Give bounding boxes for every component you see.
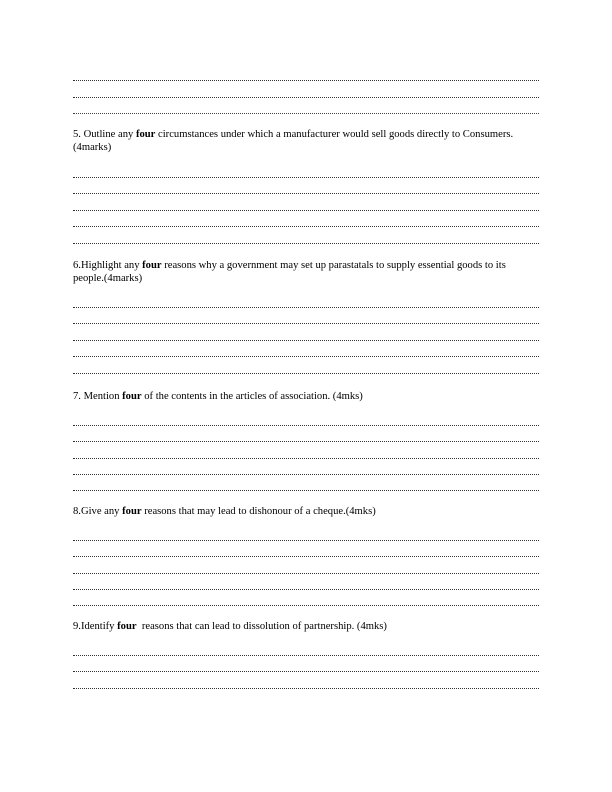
- answer-line: [73, 373, 539, 374]
- answer-line: [73, 210, 539, 211]
- question-emphasis: four: [142, 260, 162, 271]
- answer-line: [73, 688, 539, 689]
- question-emphasis: four: [117, 621, 137, 632]
- answer-line: [73, 573, 539, 574]
- answer-line: [73, 671, 539, 672]
- answer-line: [73, 589, 539, 590]
- answer-line: [73, 458, 539, 459]
- answer-line: [73, 97, 539, 98]
- answer-line: [73, 556, 539, 557]
- answer-line: [73, 113, 539, 114]
- question-6: [73, 259, 521, 285]
- question-emphasis: four: [122, 506, 142, 517]
- answer-line: [73, 226, 539, 227]
- question-emphasis: four: [135, 129, 156, 140]
- question-text-prefix: 6.Highlight any: [73, 260, 143, 271]
- question-7: [73, 390, 543, 403]
- answer-line: [73, 356, 539, 357]
- question-text-suffix: of the contents in the articles of association. (4mks): [141, 391, 363, 402]
- question-8: [73, 505, 543, 518]
- question-9: [73, 620, 543, 633]
- answer-line: [73, 490, 539, 491]
- question-text-prefix: 9.Identify: [73, 621, 118, 632]
- answer-line: [73, 474, 539, 475]
- answer-line: [73, 540, 539, 541]
- question-text-suffix: reasons that can lead to dissolution of partnership. (4mks): [136, 621, 387, 632]
- question-text-prefix: 7. Mention: [73, 391, 123, 402]
- answer-line: [73, 655, 539, 656]
- question-text-suffix: circumstances under which a manufacturer would sell goods directly to Consumers.(4marks): [73, 129, 514, 153]
- question-text-suffix: reasons that may lead to dishonour of a cheque.(4mks): [141, 506, 376, 517]
- question-text-prefix: 5. Outline any: [73, 129, 136, 140]
- question-text-prefix: 8.Give any: [73, 506, 123, 517]
- answer-line: [73, 80, 539, 81]
- answer-line: [73, 605, 539, 606]
- question-text-suffix: reasons why a government may set up parastatals to supply essential goods to its people.(4marks): [73, 260, 506, 284]
- answer-line: [73, 177, 539, 178]
- answer-line: [73, 323, 539, 324]
- answer-line: [73, 340, 539, 341]
- answer-line: [73, 243, 539, 244]
- question-5: [73, 128, 523, 154]
- answer-line: [73, 441, 539, 442]
- question-emphasis: four: [122, 391, 142, 402]
- answer-line: [73, 193, 539, 194]
- answer-line: [73, 425, 539, 426]
- answer-line: [73, 307, 539, 308]
